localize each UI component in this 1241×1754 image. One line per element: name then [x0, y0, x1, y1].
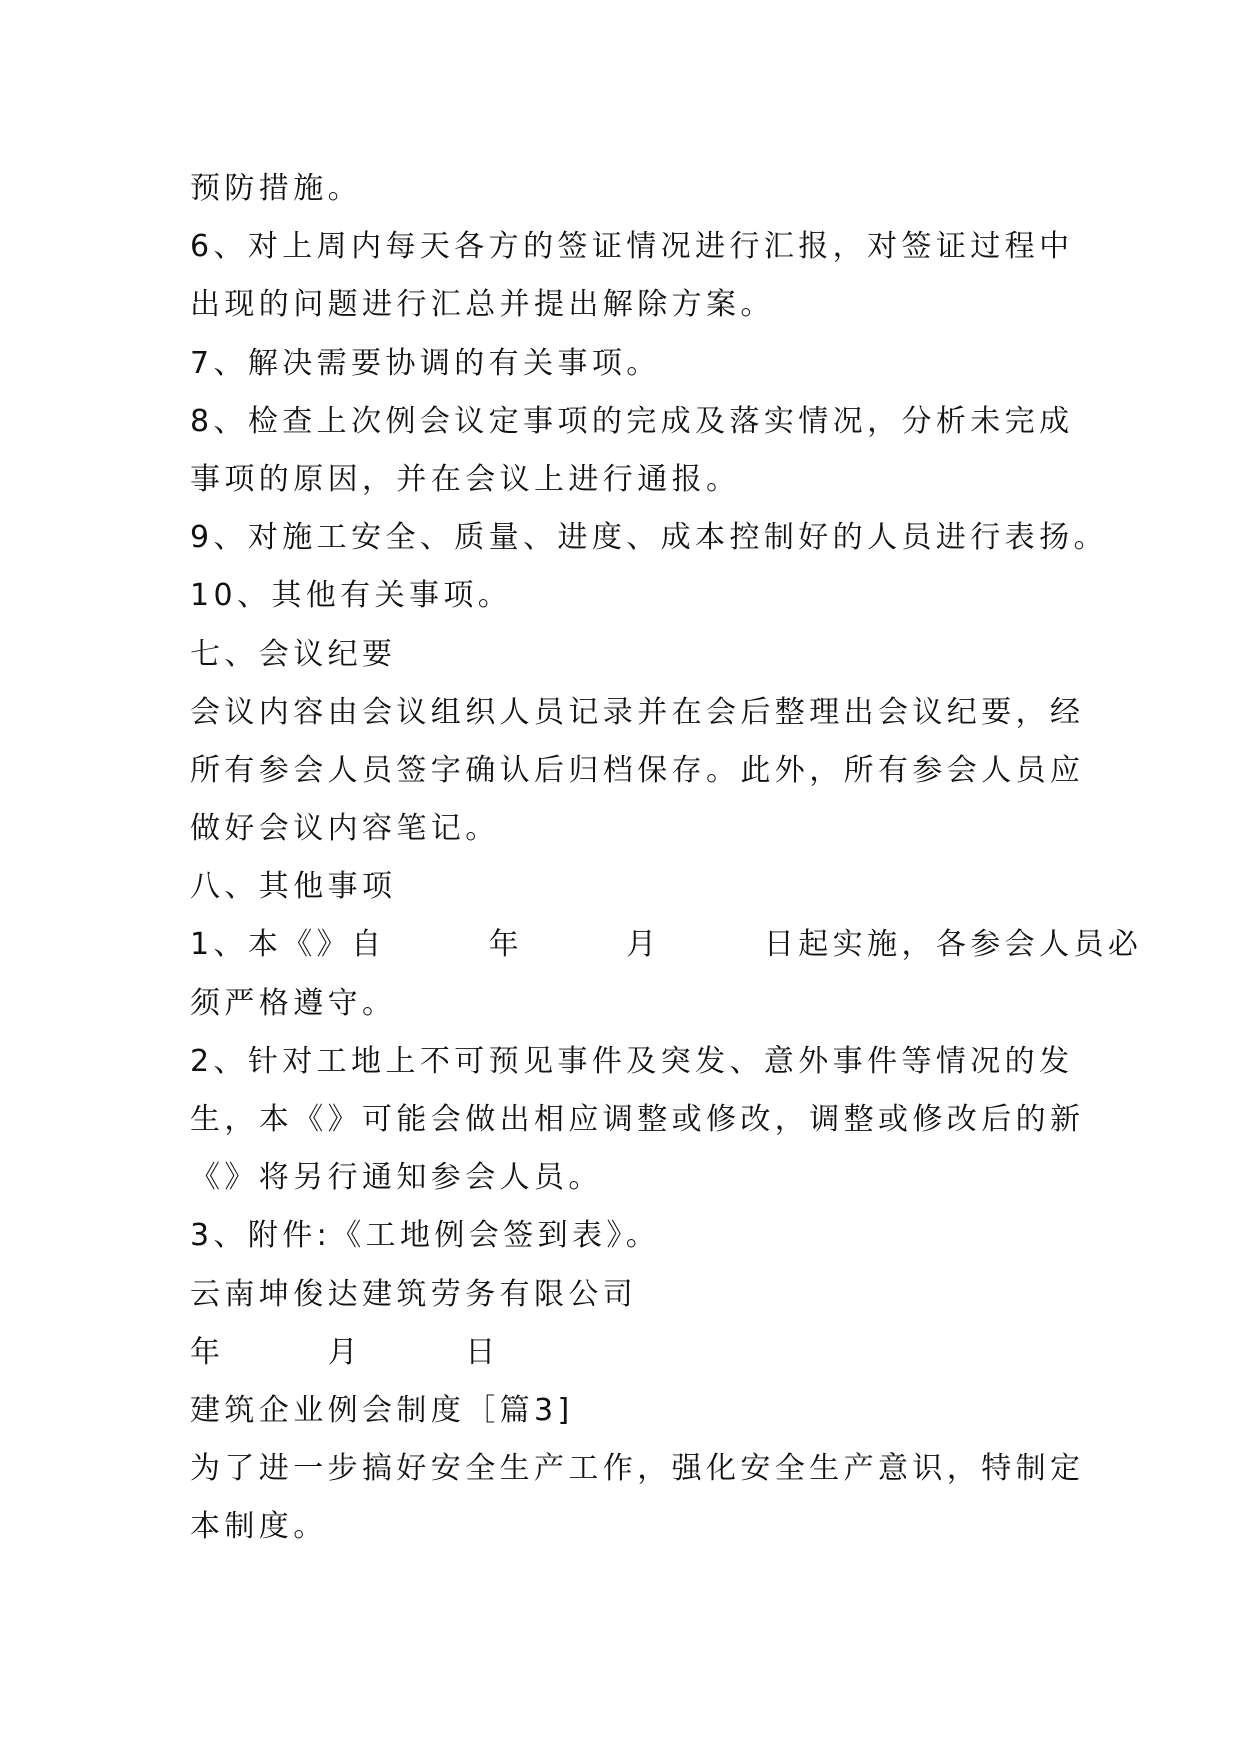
company-name: 云南坤俊达建筑劳务有限公司: [190, 1276, 638, 1312]
paragraph-line: 出现的问题进行汇总并提出解除方案。: [190, 287, 775, 323]
paragraph-line: 《》将另行通知参会人员。: [190, 1160, 603, 1196]
paragraph-line: 须严格遵守。: [190, 985, 397, 1021]
paragraph-line: 会议内容由会议组织人员记录并在会后整理出会议纪要，经: [190, 694, 1085, 730]
paragraph-line: 所有参会人员签字确认后归档保存。此外，所有参会人员应: [190, 752, 1085, 788]
date-line: 年 月 日: [190, 1334, 500, 1370]
paragraph-line: 2、针对工地上不可预见事件及突发、意外事件等情况的发: [190, 1043, 1074, 1079]
paragraph-line: 本制度。: [190, 1509, 328, 1545]
paragraph-line: 8、检查上次例会议定事项的完成及落实情况，分析未完成: [190, 403, 1074, 439]
paragraph-line: 7、解决需要协调的有关事项。: [190, 345, 661, 381]
paragraph-line: 10、其他有关事项。: [190, 578, 513, 614]
section-heading: 八、其他事项: [190, 869, 397, 905]
paragraph-line: 事项的原因，并在会议上进行通报。: [190, 461, 741, 497]
paragraph-line: 1、本《》自 年 月 日起实施，各参会人员必: [190, 927, 1143, 963]
article-title: 建筑企业例会制度［篇3]: [190, 1392, 574, 1428]
document-body: [190, 160, 1143, 1557]
section-heading: 七、会议纪要: [190, 636, 397, 672]
paragraph-line: 3、附件:《工地例会签到表》。: [190, 1218, 661, 1254]
paragraph-line: 生，本《》可能会做出相应调整或修改，调整或修改后的新: [190, 1102, 1085, 1137]
paragraph-line: 预防措施。: [190, 171, 362, 206]
paragraph-line: 做好会议内容笔记。: [190, 811, 500, 847]
paragraph-line: 9、对施工安全、质量、进度、成本控制好的人员进行表扬。: [190, 520, 1108, 556]
paragraph-line: 为了进一步搞好安全生产工作，强化安全生产意识，特制定: [190, 1451, 1085, 1487]
paragraph-line: 6、对上周内每天各方的签证情况进行汇报，对签证过程中: [190, 229, 1074, 265]
